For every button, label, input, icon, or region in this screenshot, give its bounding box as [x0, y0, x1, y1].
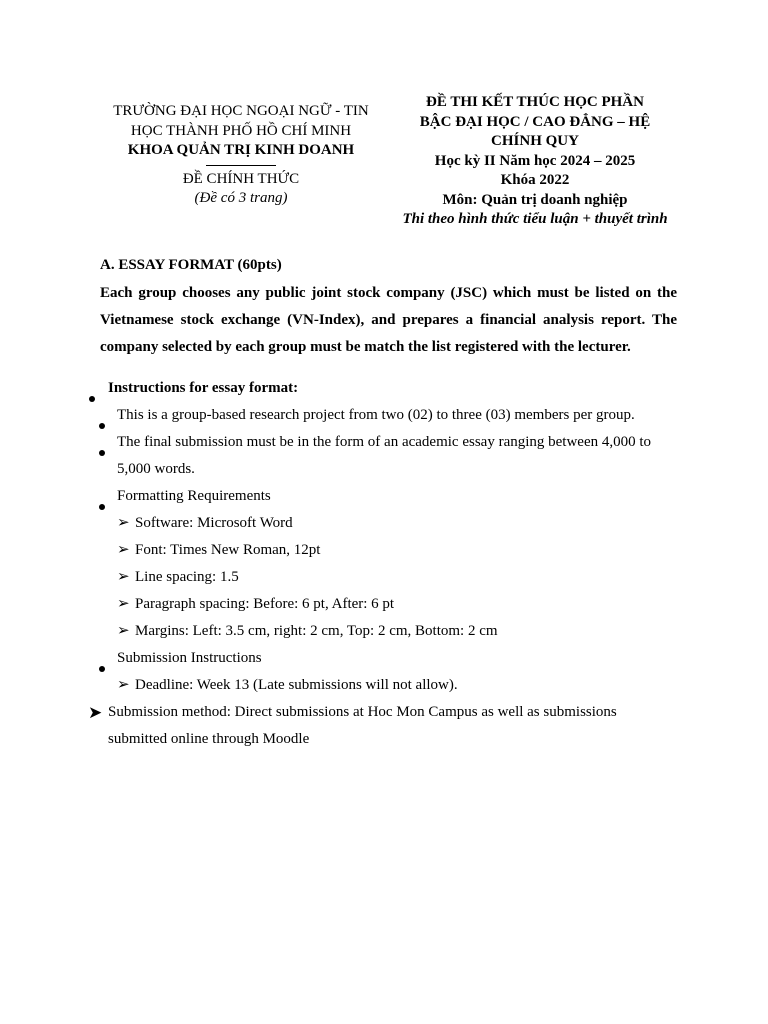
faculty-name: KHOA QUẢN TRỊ KINH DOANH — [127, 142, 355, 158]
arrow-bullet-icon: ➢ — [117, 596, 130, 612]
section-a-title: A. ESSAY FORMAT (60pts) — [100, 257, 282, 273]
list-item — [0, 591, 768, 618]
formatting-requirements-label: Formatting Requirements — [117, 488, 271, 504]
arrow-bullet-icon: ➢ — [117, 515, 130, 531]
list-item — [0, 429, 768, 483]
header-divider — [206, 165, 276, 166]
list-item — [0, 645, 768, 672]
exam-title-line1: ĐỀ THI KẾT THÚC HỌC PHẦN — [426, 94, 644, 110]
exam-title-line3: CHÍNH QUY — [491, 133, 579, 149]
format-margins: Margins: Left: 3.5 cm, right: 2 cm, Top: 2 cm, Bottom: 2 cm — [135, 623, 498, 639]
header-exam-block — [398, 93, 672, 230]
arrow-bullet-icon: ➢ — [117, 569, 130, 585]
list-item — [0, 618, 768, 645]
cohort: Khóa 2022 — [500, 172, 570, 188]
format-software: Software: Microsoft Word — [135, 515, 293, 531]
list-item — [0, 564, 768, 591]
list-item — [0, 537, 768, 564]
list-item — [0, 672, 768, 699]
page-count-note: (Đề có 3 trang) — [194, 190, 288, 206]
header-university-block — [100, 102, 382, 209]
format-font: Font: Times New Roman, 12pt — [135, 542, 321, 558]
official-exam-label: ĐỀ CHÍNH THỨC — [182, 170, 300, 187]
bullet-icon — [99, 439, 105, 466]
format-paragraph-spacing: Paragraph spacing: Before: 6 pt, After: 6 pt — [135, 596, 395, 612]
semester-year: Học kỳ II Năm học 2024 – 2025 — [434, 152, 636, 169]
list-item — [0, 510, 768, 537]
submission-instructions-label: Submission Instructions — [117, 650, 262, 666]
exam-title-line2: BẬC ĐẠI HỌC / CAO ĐẲNG – HỆ — [419, 113, 651, 130]
instruction-word-count-line2: 5,000 words. — [117, 461, 195, 477]
arrow-bullet-icon: ➤ — [88, 703, 103, 722]
arrow-bullet-icon: ➢ — [117, 542, 130, 558]
list-item — [0, 483, 768, 510]
submission-method-line1: Submission method: Direct submissions at Hoc Mon Campus as well as submissions — [108, 704, 617, 720]
submission-deadline: Deadline: Week 13 (Late submissions will not allow). — [135, 677, 458, 693]
instructions-heading: Instructions for essay format: — [108, 380, 299, 396]
format-line-spacing: Line spacing: 1.5 — [135, 569, 239, 585]
university-name-line1: TRƯỜNG ĐẠI HỌC NGOẠI NGỮ - TIN — [113, 103, 369, 119]
instruction-group-size: This is a group-based research project from two (02) to three (03) members per group. — [117, 407, 635, 423]
list-item — [0, 699, 768, 753]
university-name-line2: HỌC THÀNH PHỐ HỒ CHÍ MINH — [130, 122, 352, 139]
arrow-bullet-icon: ➢ — [117, 677, 130, 693]
section-a-paragraph: Each group chooses any public joint stock company (JSC) which must be listed on the Vietnamese stock exchange (VN-Index), and prepares a financial analysis report. The company selected by each group must be match the list registered with the lecturer. — [100, 285, 677, 355]
subject: Môn: Quản trị doanh nghiệp — [442, 191, 628, 208]
exam-format: Thi theo hình thức tiểu luận + thuyết trình — [402, 211, 668, 227]
submission-method-line2: submitted online through Moodle — [108, 731, 310, 747]
list-item — [0, 402, 768, 429]
instruction-word-count-line1: The final submission must be in the form of an academic essay ranging between 4,000 to — [117, 434, 652, 450]
arrow-bullet-icon: ➢ — [117, 623, 130, 639]
list-item — [0, 375, 768, 402]
